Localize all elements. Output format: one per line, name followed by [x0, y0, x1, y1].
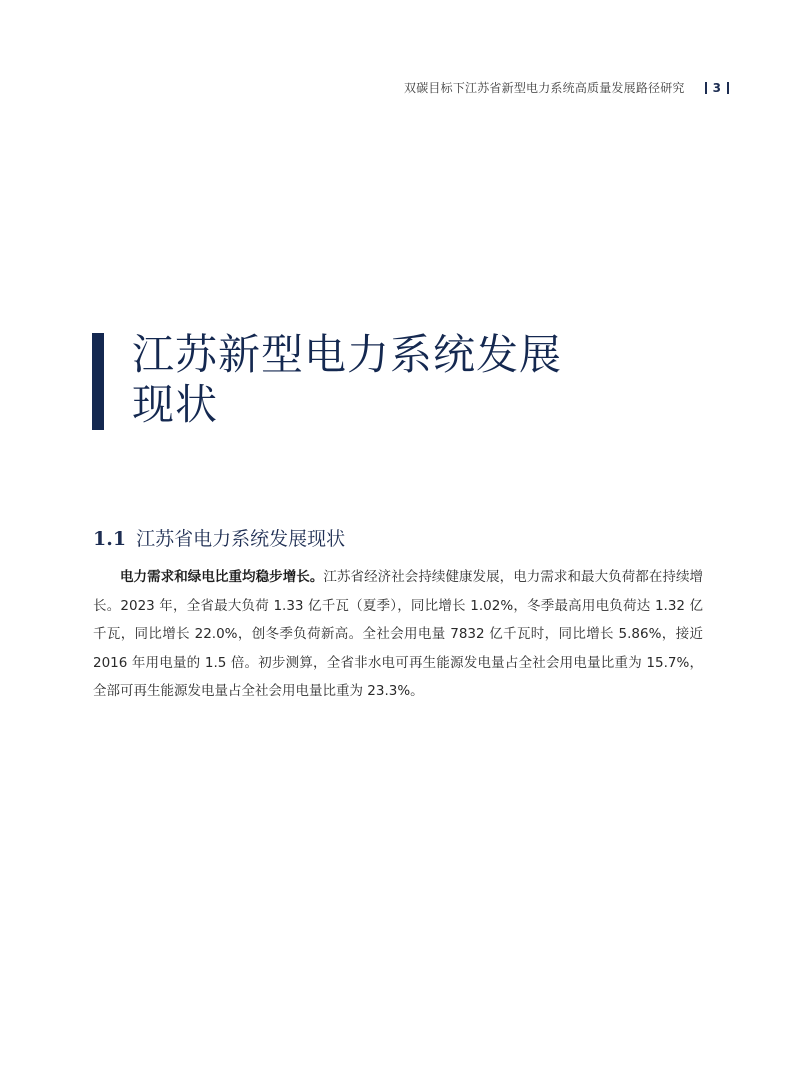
running-header	[404, 79, 735, 96]
paragraph-text: 江苏省经济社会持续健康发展，电力需求和最大负荷都在持续增长。2023 年，全省最大负荷 1.33 亿千瓦（夏季），同比增长 1.02%，冬季最高用电负荷达 1.32 亿千瓦，同比增长 22.0%，创冬季负荷新高。全社会用电量 7832 亿千瓦时，同比增长 5.86%，接近 2016 年用电量的 1.5 倍。初步测算，全省非水电可再生能源发电量占全社会用电量比重为 15.7%，全部可再生能源发电量占全社会用电量比重为 23.3%。	[93, 569, 704, 699]
running-header-title: 双碳目标下江苏省新型电力系统高质量发展路径研究	[404, 81, 685, 95]
chapter-accent-bar	[92, 333, 104, 430]
paragraph-lead: 电力需求和绿电比重均稳步增长。	[120, 569, 324, 585]
page-number-right-bar	[727, 82, 729, 94]
section-title: 江苏省电力系统发展现状	[136, 528, 346, 550]
chapter-title: 江苏新型电力系统发展现状	[132, 330, 563, 429]
page-number-value: 3	[712, 80, 721, 95]
page-number-left-bar	[705, 82, 707, 94]
body-paragraph	[93, 563, 703, 706]
section-heading	[93, 524, 345, 551]
page-number	[699, 81, 735, 95]
section-number: 1.1	[93, 528, 127, 550]
